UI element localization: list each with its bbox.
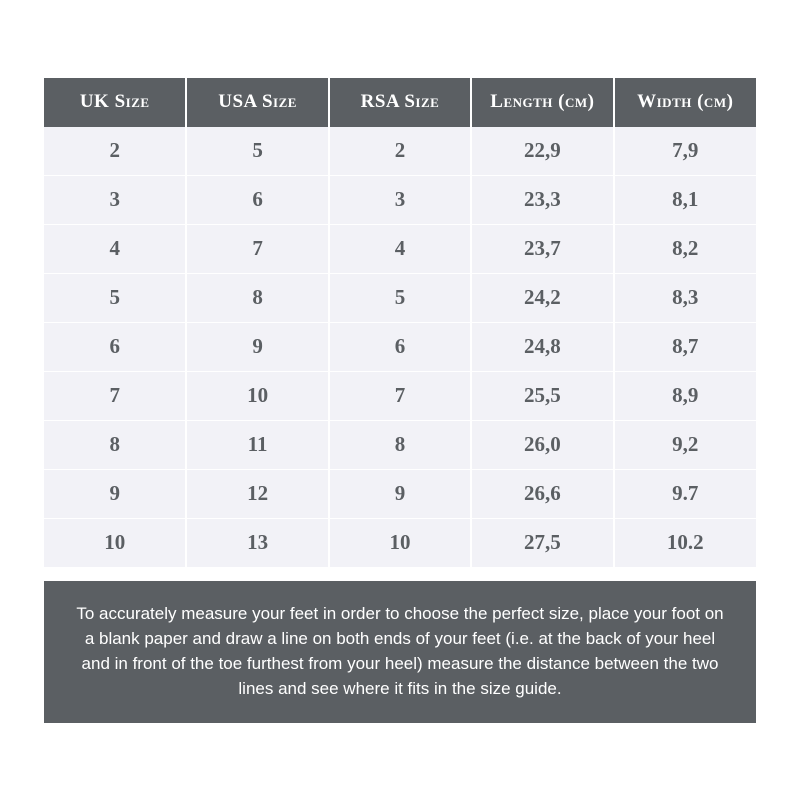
cell-uk-size: 3 (44, 175, 186, 224)
table-row (44, 420, 756, 469)
column-header-width-cm: Width (cm) (614, 78, 756, 127)
cell-usa-size: 8 (186, 273, 328, 322)
cell-uk-size: 7 (44, 371, 186, 420)
cell-usa-size: 6 (186, 175, 328, 224)
cell-width-cm: 8,9 (614, 371, 756, 420)
table-row (44, 224, 756, 273)
cell-length-cm: 24,8 (471, 322, 613, 371)
cell-usa-size: 7 (186, 224, 328, 273)
column-header-length-cm: Length (cm) (471, 78, 613, 127)
table-row (44, 469, 756, 518)
column-header-usa-size: USA Size (186, 78, 328, 127)
cell-uk-size: 5 (44, 273, 186, 322)
column-header-rsa-size: RSA Size (329, 78, 471, 127)
size-chart-container (44, 78, 756, 567)
cell-length-cm: 22,9 (471, 127, 613, 176)
cell-uk-size: 9 (44, 469, 186, 518)
cell-width-cm: 8,7 (614, 322, 756, 371)
cell-width-cm: 7,9 (614, 127, 756, 176)
cell-uk-size: 4 (44, 224, 186, 273)
cell-usa-size: 12 (186, 469, 328, 518)
cell-rsa-size: 8 (329, 420, 471, 469)
cell-uk-size: 10 (44, 518, 186, 567)
column-header-uk-size: UK Size (44, 78, 186, 127)
measurement-instructions-note: To accurately measure your feet in order to choose the perfect size, place your foot on a blank paper and draw a line on both ends of your feet (i.e. at the back of your heel and in front of the toe furthest from your heel) measure the distance between the two lines and see where it fits in the size guide. (44, 581, 756, 723)
cell-rsa-size: 4 (329, 224, 471, 273)
cell-width-cm: 9,2 (614, 420, 756, 469)
cell-uk-size: 2 (44, 127, 186, 176)
table-row (44, 518, 756, 567)
table-header-row (44, 78, 756, 127)
cell-width-cm: 8,3 (614, 273, 756, 322)
cell-width-cm: 8,1 (614, 175, 756, 224)
table-row (44, 322, 756, 371)
cell-rsa-size: 6 (329, 322, 471, 371)
cell-uk-size: 8 (44, 420, 186, 469)
cell-length-cm: 26,6 (471, 469, 613, 518)
table-row (44, 371, 756, 420)
cell-rsa-size: 7 (329, 371, 471, 420)
cell-rsa-size: 10 (329, 518, 471, 567)
cell-usa-size: 9 (186, 322, 328, 371)
table-row (44, 273, 756, 322)
cell-length-cm: 23,7 (471, 224, 613, 273)
table-body (44, 127, 756, 567)
table-header (44, 78, 756, 127)
cell-rsa-size: 2 (329, 127, 471, 176)
cell-usa-size: 5 (186, 127, 328, 176)
cell-uk-size: 6 (44, 322, 186, 371)
cell-width-cm: 9.7 (614, 469, 756, 518)
cell-width-cm: 10.2 (614, 518, 756, 567)
cell-length-cm: 24,2 (471, 273, 613, 322)
cell-rsa-size: 5 (329, 273, 471, 322)
cell-usa-size: 10 (186, 371, 328, 420)
cell-usa-size: 13 (186, 518, 328, 567)
cell-length-cm: 23,3 (471, 175, 613, 224)
cell-rsa-size: 3 (329, 175, 471, 224)
cell-length-cm: 27,5 (471, 518, 613, 567)
table-row (44, 127, 756, 176)
cell-length-cm: 25,5 (471, 371, 613, 420)
cell-usa-size: 11 (186, 420, 328, 469)
cell-width-cm: 8,2 (614, 224, 756, 273)
cell-length-cm: 26,0 (471, 420, 613, 469)
cell-rsa-size: 9 (329, 469, 471, 518)
table-row (44, 175, 756, 224)
size-chart-table (44, 78, 756, 567)
